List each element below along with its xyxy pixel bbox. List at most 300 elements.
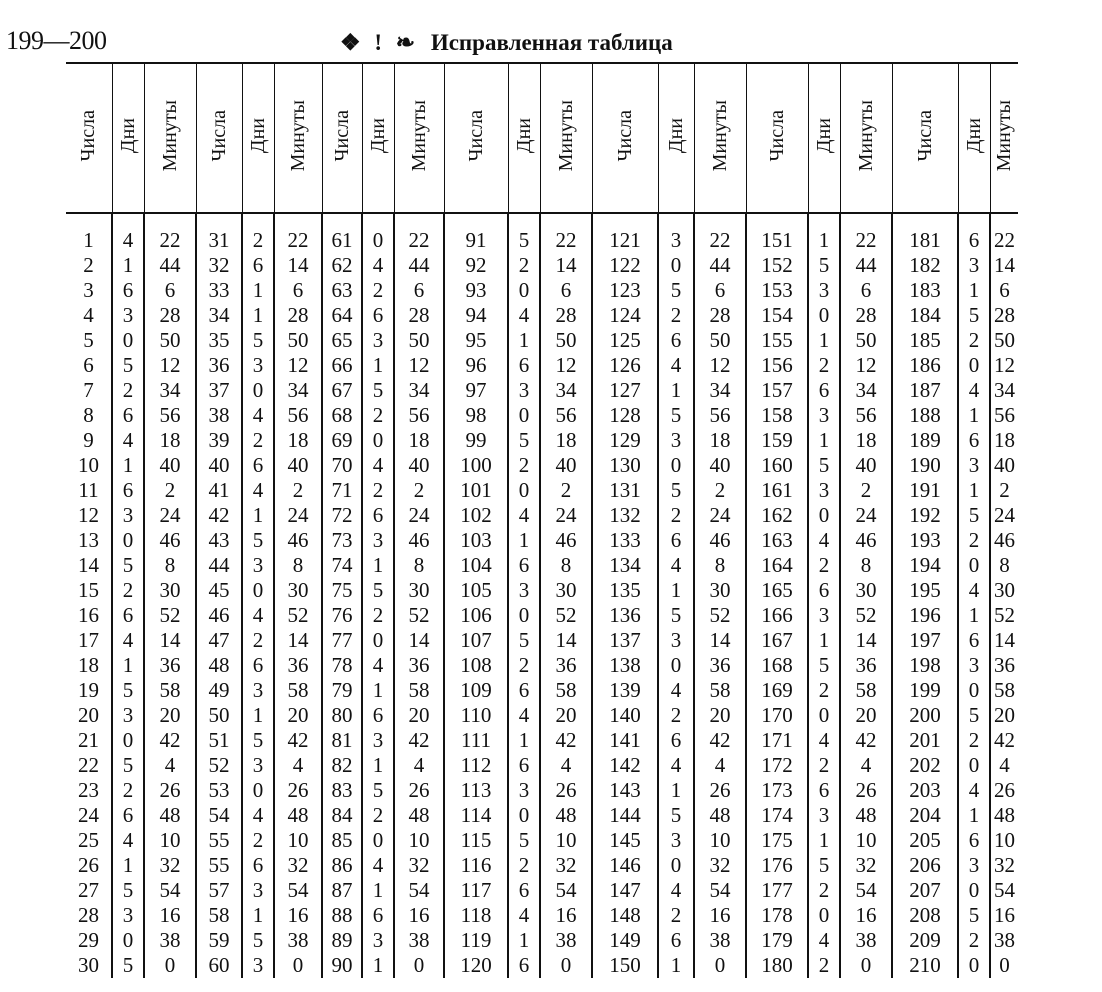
table-column bbox=[444, 213, 508, 978]
table-cell: 16 bbox=[994, 903, 1015, 927]
table-cell: 58 bbox=[208, 903, 230, 927]
table-cell: 1 bbox=[122, 653, 134, 677]
column-header-label: Дни bbox=[962, 117, 985, 154]
table-cell: 2 bbox=[122, 778, 134, 802]
table-cell: 40 bbox=[555, 453, 577, 477]
table-cell: 0 bbox=[252, 578, 264, 602]
table-cell: 0 bbox=[372, 428, 384, 452]
table-cell: 126 bbox=[609, 353, 641, 377]
table-cell: 5 bbox=[968, 903, 980, 927]
table-cell: 1 bbox=[518, 528, 530, 552]
column-header-label: Числа bbox=[207, 109, 230, 162]
table-cell: 191 bbox=[909, 478, 941, 502]
table-cell: 5 bbox=[122, 353, 134, 377]
table-cell: 1 bbox=[818, 428, 830, 452]
table-column bbox=[144, 213, 196, 978]
table-cell: 9 bbox=[83, 428, 94, 452]
table-cell: 2 bbox=[714, 478, 726, 502]
table-cell: 154 bbox=[761, 303, 793, 327]
table-cell: 163 bbox=[761, 528, 793, 552]
table-cell: 26 bbox=[555, 778, 577, 802]
table-cell: 182 bbox=[909, 253, 941, 277]
table-cell: 14 bbox=[994, 628, 1015, 652]
table-cell: 169 bbox=[761, 678, 793, 702]
table-cell: 48 bbox=[208, 653, 230, 677]
table-cell: 27 bbox=[78, 878, 99, 902]
table-cell: 30 bbox=[709, 578, 731, 602]
page-title-block bbox=[340, 30, 673, 56]
table-cell: 6 bbox=[122, 603, 134, 627]
column-header-label: Дни bbox=[664, 117, 687, 154]
table-cell: 1 bbox=[252, 503, 264, 527]
table-cell: 4 bbox=[252, 603, 264, 627]
table-cell: 34 bbox=[408, 378, 430, 402]
table-cell: 0 bbox=[122, 328, 134, 352]
table-cell: 0 bbox=[968, 678, 980, 702]
table-cell: 172 bbox=[761, 753, 793, 777]
table-cell: 198 bbox=[909, 653, 941, 677]
table-column bbox=[892, 213, 958, 978]
table-cell: 1 bbox=[122, 853, 134, 877]
table-cell: 18 bbox=[78, 653, 99, 677]
table-cell: 4 bbox=[818, 528, 830, 552]
table-cell: 18 bbox=[994, 428, 1015, 452]
table-cell: 48 bbox=[555, 803, 577, 827]
table-cell: 143 bbox=[609, 778, 641, 802]
column-header bbox=[840, 63, 892, 213]
table-cell: 205 bbox=[909, 828, 941, 852]
column-header-label: Числа bbox=[765, 109, 788, 162]
table-column bbox=[242, 213, 274, 978]
table-cell: 56 bbox=[408, 403, 430, 427]
table-cell: 0 bbox=[999, 953, 1010, 977]
table-cell: 6 bbox=[818, 778, 830, 802]
table-cell: 42 bbox=[208, 503, 230, 527]
table-cell: 44 bbox=[159, 253, 181, 277]
table-cell: 6 bbox=[860, 278, 872, 302]
table-cell: 0 bbox=[518, 603, 530, 627]
table-cell: 192 bbox=[909, 503, 941, 527]
table-cell: 4 bbox=[560, 753, 572, 777]
table-cell: 201 bbox=[909, 728, 941, 752]
table-cell: 158 bbox=[761, 403, 793, 427]
table-cell: 3 bbox=[670, 228, 682, 252]
table-cell: 10 bbox=[287, 828, 309, 852]
table-cell: 4 bbox=[518, 303, 530, 327]
table-cell: 73 bbox=[331, 528, 353, 552]
table-cell: 66 bbox=[331, 353, 353, 377]
column-header bbox=[694, 63, 746, 213]
table-cell: 54 bbox=[555, 878, 577, 902]
table-cell: 0 bbox=[372, 228, 384, 252]
table-cell: 1 bbox=[518, 928, 530, 952]
table-cell: 4 bbox=[968, 778, 980, 802]
table-cell: 32 bbox=[159, 853, 181, 877]
table-cell: 184 bbox=[909, 303, 941, 327]
table-cell: 56 bbox=[994, 403, 1015, 427]
column-header-label: Дни bbox=[116, 117, 139, 154]
table-cell: 0 bbox=[122, 728, 134, 752]
table-cell: 152 bbox=[761, 253, 793, 277]
column-header-label: Дни bbox=[366, 117, 389, 154]
table-cell: 2 bbox=[518, 453, 530, 477]
table-cell: 2 bbox=[670, 703, 682, 727]
table-cell: 6 bbox=[518, 678, 530, 702]
table-cell: 19 bbox=[78, 678, 99, 702]
table-cell: 54 bbox=[408, 878, 430, 902]
table-cell: 113 bbox=[460, 778, 492, 802]
table-cell: 1 bbox=[122, 253, 134, 277]
table-cell: 16 bbox=[408, 903, 430, 927]
table-cell: 5 bbox=[518, 828, 530, 852]
table-cell: 5 bbox=[252, 728, 264, 752]
table-cell: 0 bbox=[122, 528, 134, 552]
table-cell: 101 bbox=[460, 478, 492, 502]
table-cell: 36 bbox=[994, 653, 1015, 677]
table-cell: 6 bbox=[252, 853, 264, 877]
table-cell: 4 bbox=[968, 578, 980, 602]
table-cell: 20 bbox=[994, 703, 1015, 727]
table-cell: 149 bbox=[609, 928, 641, 952]
table-cell: 1 bbox=[968, 603, 980, 627]
table-cell: 14 bbox=[855, 628, 877, 652]
table-cell: 0 bbox=[670, 253, 682, 277]
table-cell: 5 bbox=[818, 253, 830, 277]
table-cell: 12 bbox=[287, 353, 309, 377]
table-cell: 145 bbox=[609, 828, 641, 852]
table-cell: 194 bbox=[909, 553, 941, 577]
table-cell: 0 bbox=[670, 453, 682, 477]
table-cell: 106 bbox=[460, 603, 492, 627]
table-cell: 93 bbox=[465, 278, 487, 302]
table-cell: 4 bbox=[372, 853, 384, 877]
table-cell: 36 bbox=[855, 653, 877, 677]
table-cell: 38 bbox=[994, 928, 1015, 952]
table-cell: 128 bbox=[609, 403, 641, 427]
table-cell: 3 bbox=[83, 278, 94, 302]
table-cell: 100 bbox=[460, 453, 492, 477]
table-cell: 18 bbox=[709, 428, 731, 452]
column-header-label: Числа bbox=[913, 109, 936, 162]
table-cell: 125 bbox=[609, 328, 641, 352]
table-cell: 58 bbox=[855, 678, 877, 702]
table-cell: 0 bbox=[968, 353, 980, 377]
table-cell: 81 bbox=[331, 728, 353, 752]
table-cell: 3 bbox=[122, 303, 134, 327]
table-cell: 6 bbox=[518, 753, 530, 777]
table-cell: 22 bbox=[555, 228, 577, 252]
table-cell: 25 bbox=[78, 828, 99, 852]
table-cell: 118 bbox=[460, 903, 492, 927]
table-cell: 47 bbox=[208, 628, 230, 652]
table-cell: 51 bbox=[208, 728, 230, 752]
table-cell: 1 bbox=[670, 378, 682, 402]
table-cell: 204 bbox=[909, 803, 941, 827]
table-cell: 87 bbox=[331, 878, 353, 902]
table-column bbox=[592, 213, 658, 978]
table-cell: 123 bbox=[609, 278, 641, 302]
table-cell: 14 bbox=[287, 253, 309, 277]
table-cell: 6 bbox=[252, 653, 264, 677]
column-header-label: Числа bbox=[330, 109, 353, 162]
table-cell: 0 bbox=[968, 753, 980, 777]
table-cell: 2 bbox=[292, 478, 304, 502]
table-cell: 49 bbox=[208, 678, 230, 702]
table-cell: 133 bbox=[609, 528, 641, 552]
table-cell: 2 bbox=[372, 603, 384, 627]
table-cell: 30 bbox=[159, 578, 181, 602]
table-cell: 5 bbox=[670, 603, 682, 627]
table-column bbox=[66, 213, 112, 978]
table-cell: 200 bbox=[909, 703, 941, 727]
table-cell: 6 bbox=[372, 303, 384, 327]
table-cell: 28 bbox=[855, 303, 877, 327]
table-cell: 1 bbox=[968, 403, 980, 427]
table-cell: 1 bbox=[818, 628, 830, 652]
column-header bbox=[444, 63, 508, 213]
table-cell: 24 bbox=[287, 503, 309, 527]
table-cell: 61 bbox=[331, 228, 353, 252]
table-cell: 5 bbox=[968, 303, 980, 327]
table-cell: 0 bbox=[560, 953, 572, 977]
table-cell: 162 bbox=[761, 503, 793, 527]
table-cell: 2 bbox=[252, 828, 264, 852]
table-cell: 88 bbox=[331, 903, 353, 927]
table-cell: 151 bbox=[761, 228, 793, 252]
table-cell: 97 bbox=[465, 378, 487, 402]
table-cell: 173 bbox=[761, 778, 793, 802]
table-cell: 46 bbox=[159, 528, 181, 552]
table-cell: 20 bbox=[408, 703, 430, 727]
table-cell: 6 bbox=[122, 803, 134, 827]
table-cell: 68 bbox=[331, 403, 353, 427]
table-cell: 3 bbox=[252, 753, 264, 777]
table-cell: 63 bbox=[331, 278, 353, 302]
table-cell: 5 bbox=[968, 703, 980, 727]
table-cell: 40 bbox=[287, 453, 309, 477]
table-cell: 6 bbox=[714, 278, 726, 302]
table-cell: 24 bbox=[408, 503, 430, 527]
table-cell: 32 bbox=[208, 253, 230, 277]
table-cell: 129 bbox=[609, 428, 641, 452]
table-cell: 2 bbox=[122, 578, 134, 602]
table-cell: 0 bbox=[518, 803, 530, 827]
table-cell: 3 bbox=[372, 728, 384, 752]
table-cell: 3 bbox=[372, 328, 384, 352]
table-cell: 64 bbox=[331, 303, 353, 327]
table-cell: 52 bbox=[287, 603, 309, 627]
table-cell: 178 bbox=[761, 903, 793, 927]
table-cell: 36 bbox=[159, 653, 181, 677]
table-cell: 2 bbox=[860, 478, 872, 502]
table-cell: 10 bbox=[78, 453, 99, 477]
table-cell: 105 bbox=[460, 578, 492, 602]
column-header-label: Минуты bbox=[854, 99, 877, 172]
table-cell: 52 bbox=[208, 753, 230, 777]
table-cell: 185 bbox=[909, 328, 941, 352]
table-cell: 4 bbox=[252, 403, 264, 427]
table-cell: 56 bbox=[555, 403, 577, 427]
table-cell: 50 bbox=[287, 328, 309, 352]
table-cell: 23 bbox=[78, 778, 99, 802]
table-cell: 60 bbox=[208, 953, 230, 977]
table-cell: 83 bbox=[331, 778, 353, 802]
table-cell: 34 bbox=[709, 378, 731, 402]
table-cell: 22 bbox=[709, 228, 731, 252]
table-cell: 1 bbox=[968, 478, 980, 502]
table-cell: 3 bbox=[818, 603, 830, 627]
table-cell: 153 bbox=[761, 278, 793, 302]
table-cell: 56 bbox=[855, 403, 877, 427]
column-header bbox=[658, 63, 694, 213]
table-cell: 42 bbox=[555, 728, 577, 752]
table-cell: 84 bbox=[331, 803, 353, 827]
column-header-label: Минуты bbox=[554, 99, 577, 172]
table-cell: 2 bbox=[670, 903, 682, 927]
column-header bbox=[958, 63, 990, 213]
table-cell: 3 bbox=[818, 803, 830, 827]
table-cell: 6 bbox=[670, 528, 682, 552]
table-column bbox=[808, 213, 840, 978]
column-header bbox=[990, 63, 1018, 213]
column-header-label: Дни bbox=[812, 117, 835, 154]
table-cell: 39 bbox=[208, 428, 230, 452]
table-cell: 44 bbox=[709, 253, 731, 277]
table-cell: 32 bbox=[408, 853, 430, 877]
table-cell: 12 bbox=[855, 353, 877, 377]
table-cell: 2 bbox=[818, 353, 830, 377]
table-cell: 5 bbox=[670, 803, 682, 827]
table-cell: 28 bbox=[994, 303, 1015, 327]
table-cell: 4 bbox=[252, 803, 264, 827]
table-column bbox=[658, 213, 694, 978]
table-cell: 42 bbox=[408, 728, 430, 752]
table-cell: 67 bbox=[331, 378, 353, 402]
table-cell: 3 bbox=[818, 278, 830, 302]
table-cell: 58 bbox=[408, 678, 430, 702]
table-cell: 29 bbox=[78, 928, 99, 952]
table-cell: 15 bbox=[78, 578, 99, 602]
table-cell: 45 bbox=[208, 578, 230, 602]
table-cell: 188 bbox=[909, 403, 941, 427]
table-cell: 1 bbox=[968, 278, 980, 302]
table-cell: 50 bbox=[159, 328, 181, 352]
table-cell: 3 bbox=[252, 553, 264, 577]
table-cell: 6 bbox=[122, 403, 134, 427]
table-cell: 140 bbox=[609, 703, 641, 727]
table-cell: 52 bbox=[555, 603, 577, 627]
table-cell: 0 bbox=[518, 478, 530, 502]
table-cell: 71 bbox=[331, 478, 353, 502]
table-cell: 2 bbox=[670, 503, 682, 527]
table-cell: 1 bbox=[670, 953, 682, 977]
table-cell: 207 bbox=[909, 878, 941, 902]
table-cell: 150 bbox=[609, 953, 641, 977]
table-cell: 5 bbox=[252, 328, 264, 352]
table-cell: 189 bbox=[909, 428, 941, 452]
table-cell: 203 bbox=[909, 778, 941, 802]
table-cell: 0 bbox=[252, 378, 264, 402]
table-cell: 5 bbox=[670, 278, 682, 302]
table-cell: 34 bbox=[994, 378, 1015, 402]
table-cell: 38 bbox=[555, 928, 577, 952]
table-cell: 0 bbox=[968, 553, 980, 577]
table-cell: 56 bbox=[287, 403, 309, 427]
table-cell: 44 bbox=[855, 253, 877, 277]
table-cell: 209 bbox=[909, 928, 941, 952]
table-cell: 1 bbox=[372, 953, 384, 977]
table-cell: 5 bbox=[252, 528, 264, 552]
table-cell: 115 bbox=[460, 828, 492, 852]
table-cell: 0 bbox=[292, 953, 304, 977]
table-cell: 0 bbox=[818, 903, 830, 927]
table-cell: 21 bbox=[78, 728, 99, 752]
table-cell: 4 bbox=[122, 628, 134, 652]
table-cell: 40 bbox=[709, 453, 731, 477]
table-cell: 4 bbox=[292, 753, 304, 777]
table-cell: 4 bbox=[122, 228, 134, 252]
table-cell: 5 bbox=[818, 653, 830, 677]
table-cell: 2 bbox=[818, 878, 830, 902]
table-cell: 99 bbox=[465, 428, 487, 452]
column-header bbox=[242, 63, 274, 213]
table-cell: 12 bbox=[159, 353, 181, 377]
table-cell: 54 bbox=[855, 878, 877, 902]
table-cell: 14 bbox=[709, 628, 731, 652]
column-header-label: Минуты bbox=[708, 99, 731, 172]
table-cell: 6 bbox=[670, 328, 682, 352]
table-cell: 32 bbox=[994, 853, 1015, 877]
table-cell: 2 bbox=[252, 628, 264, 652]
table-cell: 119 bbox=[460, 928, 492, 952]
table-column bbox=[840, 213, 892, 978]
table-cell: 42 bbox=[994, 728, 1015, 752]
table-cell: 0 bbox=[670, 853, 682, 877]
table-cell: 32 bbox=[709, 853, 731, 877]
table-cell: 147 bbox=[609, 878, 641, 902]
table-cell: 4 bbox=[818, 928, 830, 952]
ornament-icon: ❖ ! ❧ bbox=[340, 30, 420, 55]
table-cell: 53 bbox=[208, 778, 230, 802]
table-cell: 2 bbox=[372, 478, 384, 502]
table-cell: 56 bbox=[709, 403, 731, 427]
table-cell: 65 bbox=[331, 328, 353, 352]
table-cell: 70 bbox=[331, 453, 353, 477]
table-cell: 8 bbox=[560, 553, 572, 577]
table-cell: 0 bbox=[860, 953, 872, 977]
table-cell: 1 bbox=[518, 328, 530, 352]
table-cell: 206 bbox=[909, 853, 941, 877]
table-cell: 26 bbox=[78, 853, 99, 877]
table-cell: 181 bbox=[909, 228, 941, 252]
table-cell: 0 bbox=[818, 303, 830, 327]
table-cell: 28 bbox=[78, 903, 99, 927]
table-cell: 16 bbox=[555, 903, 577, 927]
table-cell: 3 bbox=[968, 453, 980, 477]
table-cell: 142 bbox=[609, 753, 641, 777]
table-column bbox=[958, 213, 990, 978]
table-cell: 40 bbox=[408, 453, 430, 477]
table-cell: 54 bbox=[208, 803, 230, 827]
table-cell: 135 bbox=[609, 578, 641, 602]
column-header-label: Минуты bbox=[407, 99, 430, 172]
table-cell: 12 bbox=[994, 353, 1015, 377]
table-cell: 137 bbox=[609, 628, 641, 652]
table-cell: 11 bbox=[78, 478, 99, 502]
table-cell: 46 bbox=[994, 528, 1015, 552]
table-cell: 0 bbox=[252, 778, 264, 802]
table-cell: 6 bbox=[818, 578, 830, 602]
